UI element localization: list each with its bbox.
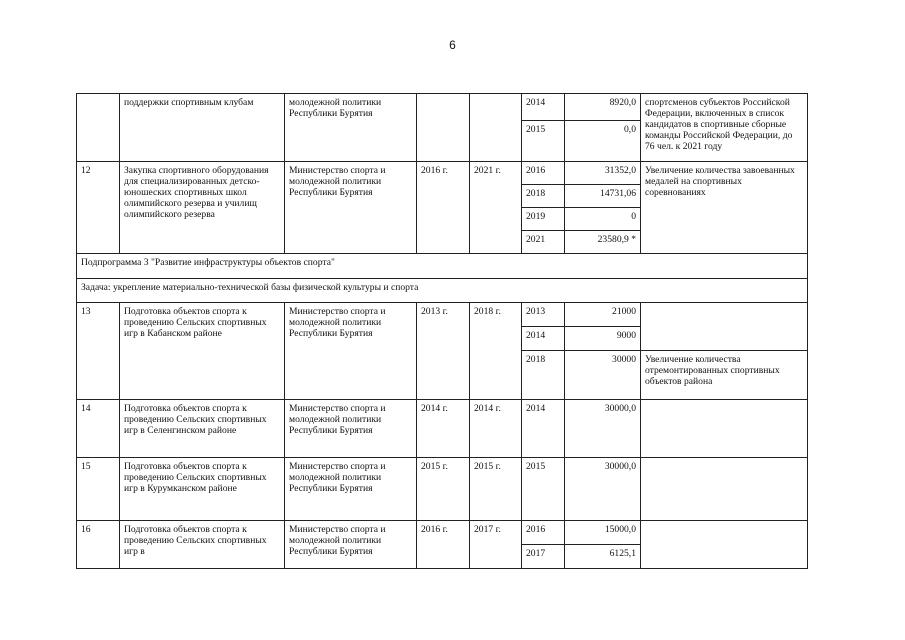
row-number-cell: 13 bbox=[77, 303, 120, 400]
table-row bbox=[77, 162, 808, 185]
measure-name-cell: Подготовка объектов спорта к проведению Сельских спортивных игр в Курумканском районе bbox=[120, 458, 285, 521]
start-year-cell: 2015 г. bbox=[417, 458, 470, 521]
executor-cell: Министерство спорта и молодежной политики Республики Бурятия bbox=[285, 458, 417, 521]
amount-cell: 21000 bbox=[565, 303, 641, 327]
end-year-cell: 2014 г. bbox=[470, 400, 522, 458]
table-row bbox=[77, 303, 808, 327]
measure-name-cell: поддержки спортивным клубам bbox=[120, 94, 285, 162]
year-cell: 2021 bbox=[522, 231, 565, 254]
amount-cell: 30000,0 bbox=[565, 458, 641, 521]
end-year-cell: 2018 г. bbox=[470, 303, 522, 400]
row-number-cell bbox=[77, 94, 120, 162]
table-row bbox=[77, 254, 808, 279]
amount-cell: 30000 bbox=[565, 351, 641, 400]
table-row bbox=[77, 458, 808, 521]
year-cell: 2014 bbox=[522, 94, 565, 121]
page-number: 6 bbox=[449, 38, 456, 52]
row-number-cell: 16 bbox=[77, 521, 120, 569]
amount-cell: 8920,0 bbox=[565, 94, 641, 121]
amount-cell: 6125,1 bbox=[565, 545, 641, 569]
year-cell: 2016 bbox=[522, 521, 565, 545]
row-number-cell: 14 bbox=[77, 400, 120, 458]
row-number-cell: 15 bbox=[77, 458, 120, 521]
year-cell: 2015 bbox=[522, 458, 565, 521]
executor-cell: молодежной политики Республики Бурятия bbox=[285, 94, 417, 162]
indicator-cell bbox=[641, 521, 808, 569]
end-year-cell bbox=[470, 94, 522, 162]
amount-cell: 15000,0 bbox=[565, 521, 641, 545]
year-cell: 2014 bbox=[522, 327, 565, 351]
indicator-cell: спортсменов субъектов Российской Федерации, включенных в список кандидатов в спортивные сборные команды Российской Федерации, до 76 чел. к 2021 году bbox=[641, 94, 808, 162]
year-cell: 2015 bbox=[522, 121, 565, 162]
amount-cell: 0,0 bbox=[565, 121, 641, 162]
start-year-cell bbox=[417, 94, 470, 162]
table-row bbox=[77, 521, 808, 545]
year-cell: 2018 bbox=[522, 351, 565, 400]
year-cell: 2016 bbox=[522, 162, 565, 185]
executor-cell: Министерство спорта и молодежной политики Республики Бурятия bbox=[285, 400, 417, 458]
end-year-cell: 2021 г. bbox=[470, 162, 522, 254]
measure-name-cell: Подготовка объектов спорта к проведению Сельских спортивных игр в Кабанском районе bbox=[120, 303, 285, 400]
start-year-cell: 2013 г. bbox=[417, 303, 470, 400]
executor-cell: Министерство спорта и молодежной политики Республики Бурятия bbox=[285, 303, 417, 400]
task-title: Задача: укрепление материально-технической базы физической культуры и спорта bbox=[77, 279, 808, 303]
amount-cell: 30000,0 bbox=[565, 400, 641, 458]
measure-name-cell: Подготовка объектов спорта к проведению Сельских спортивных игр в Селенгинском районе bbox=[120, 400, 285, 458]
measure-name-cell: Закупка спортивного оборудования для специализированных детско-юношеских спортивных школ олимпийского резерва и училищ олимпийского резерва bbox=[120, 162, 285, 254]
year-cell: 2018 bbox=[522, 185, 565, 208]
measure-name-cell: Подготовка объектов спорта к проведению Сельских спортивных игр в bbox=[120, 521, 285, 569]
indicator-cell bbox=[641, 458, 808, 521]
year-cell: 2019 bbox=[522, 208, 565, 231]
indicator-cell bbox=[641, 400, 808, 458]
row-number-cell: 12 bbox=[77, 162, 120, 254]
indicator-cell: Увеличение количества завоеванных медалей на спортивных соревнованиях bbox=[641, 162, 808, 254]
subprogram-title: Подпрограмма 3 "Развитие инфраструктуры объектов спорта" bbox=[77, 254, 808, 279]
program-table bbox=[76, 93, 808, 569]
amount-cell: 9000 bbox=[565, 327, 641, 351]
executor-cell: Министерство спорта и молодежной политики Республики Бурятия bbox=[285, 162, 417, 254]
year-cell: 2017 bbox=[522, 545, 565, 569]
indicator-cell bbox=[641, 303, 808, 351]
table-row bbox=[77, 279, 808, 303]
year-cell: 2013 bbox=[522, 303, 565, 327]
start-year-cell: 2016 г. bbox=[417, 162, 470, 254]
year-cell: 2014 bbox=[522, 400, 565, 458]
amount-cell: 14731,06 bbox=[565, 185, 641, 208]
start-year-cell: 2014 г. bbox=[417, 400, 470, 458]
indicator-cell: Увеличение количества отремонтированных спортивных объектов района bbox=[641, 351, 808, 400]
end-year-cell: 2017 г. bbox=[470, 521, 522, 569]
amount-cell: 0 bbox=[565, 208, 641, 231]
table-row bbox=[77, 94, 808, 121]
amount-cell: 31352,0 bbox=[565, 162, 641, 185]
end-year-cell: 2015 г. bbox=[470, 458, 522, 521]
executor-cell: Министерство спорта и молодежной политики Республики Бурятия bbox=[285, 521, 417, 569]
amount-cell: 23580,9 * bbox=[565, 231, 641, 254]
table-row bbox=[77, 400, 808, 458]
start-year-cell: 2016 г. bbox=[417, 521, 470, 569]
